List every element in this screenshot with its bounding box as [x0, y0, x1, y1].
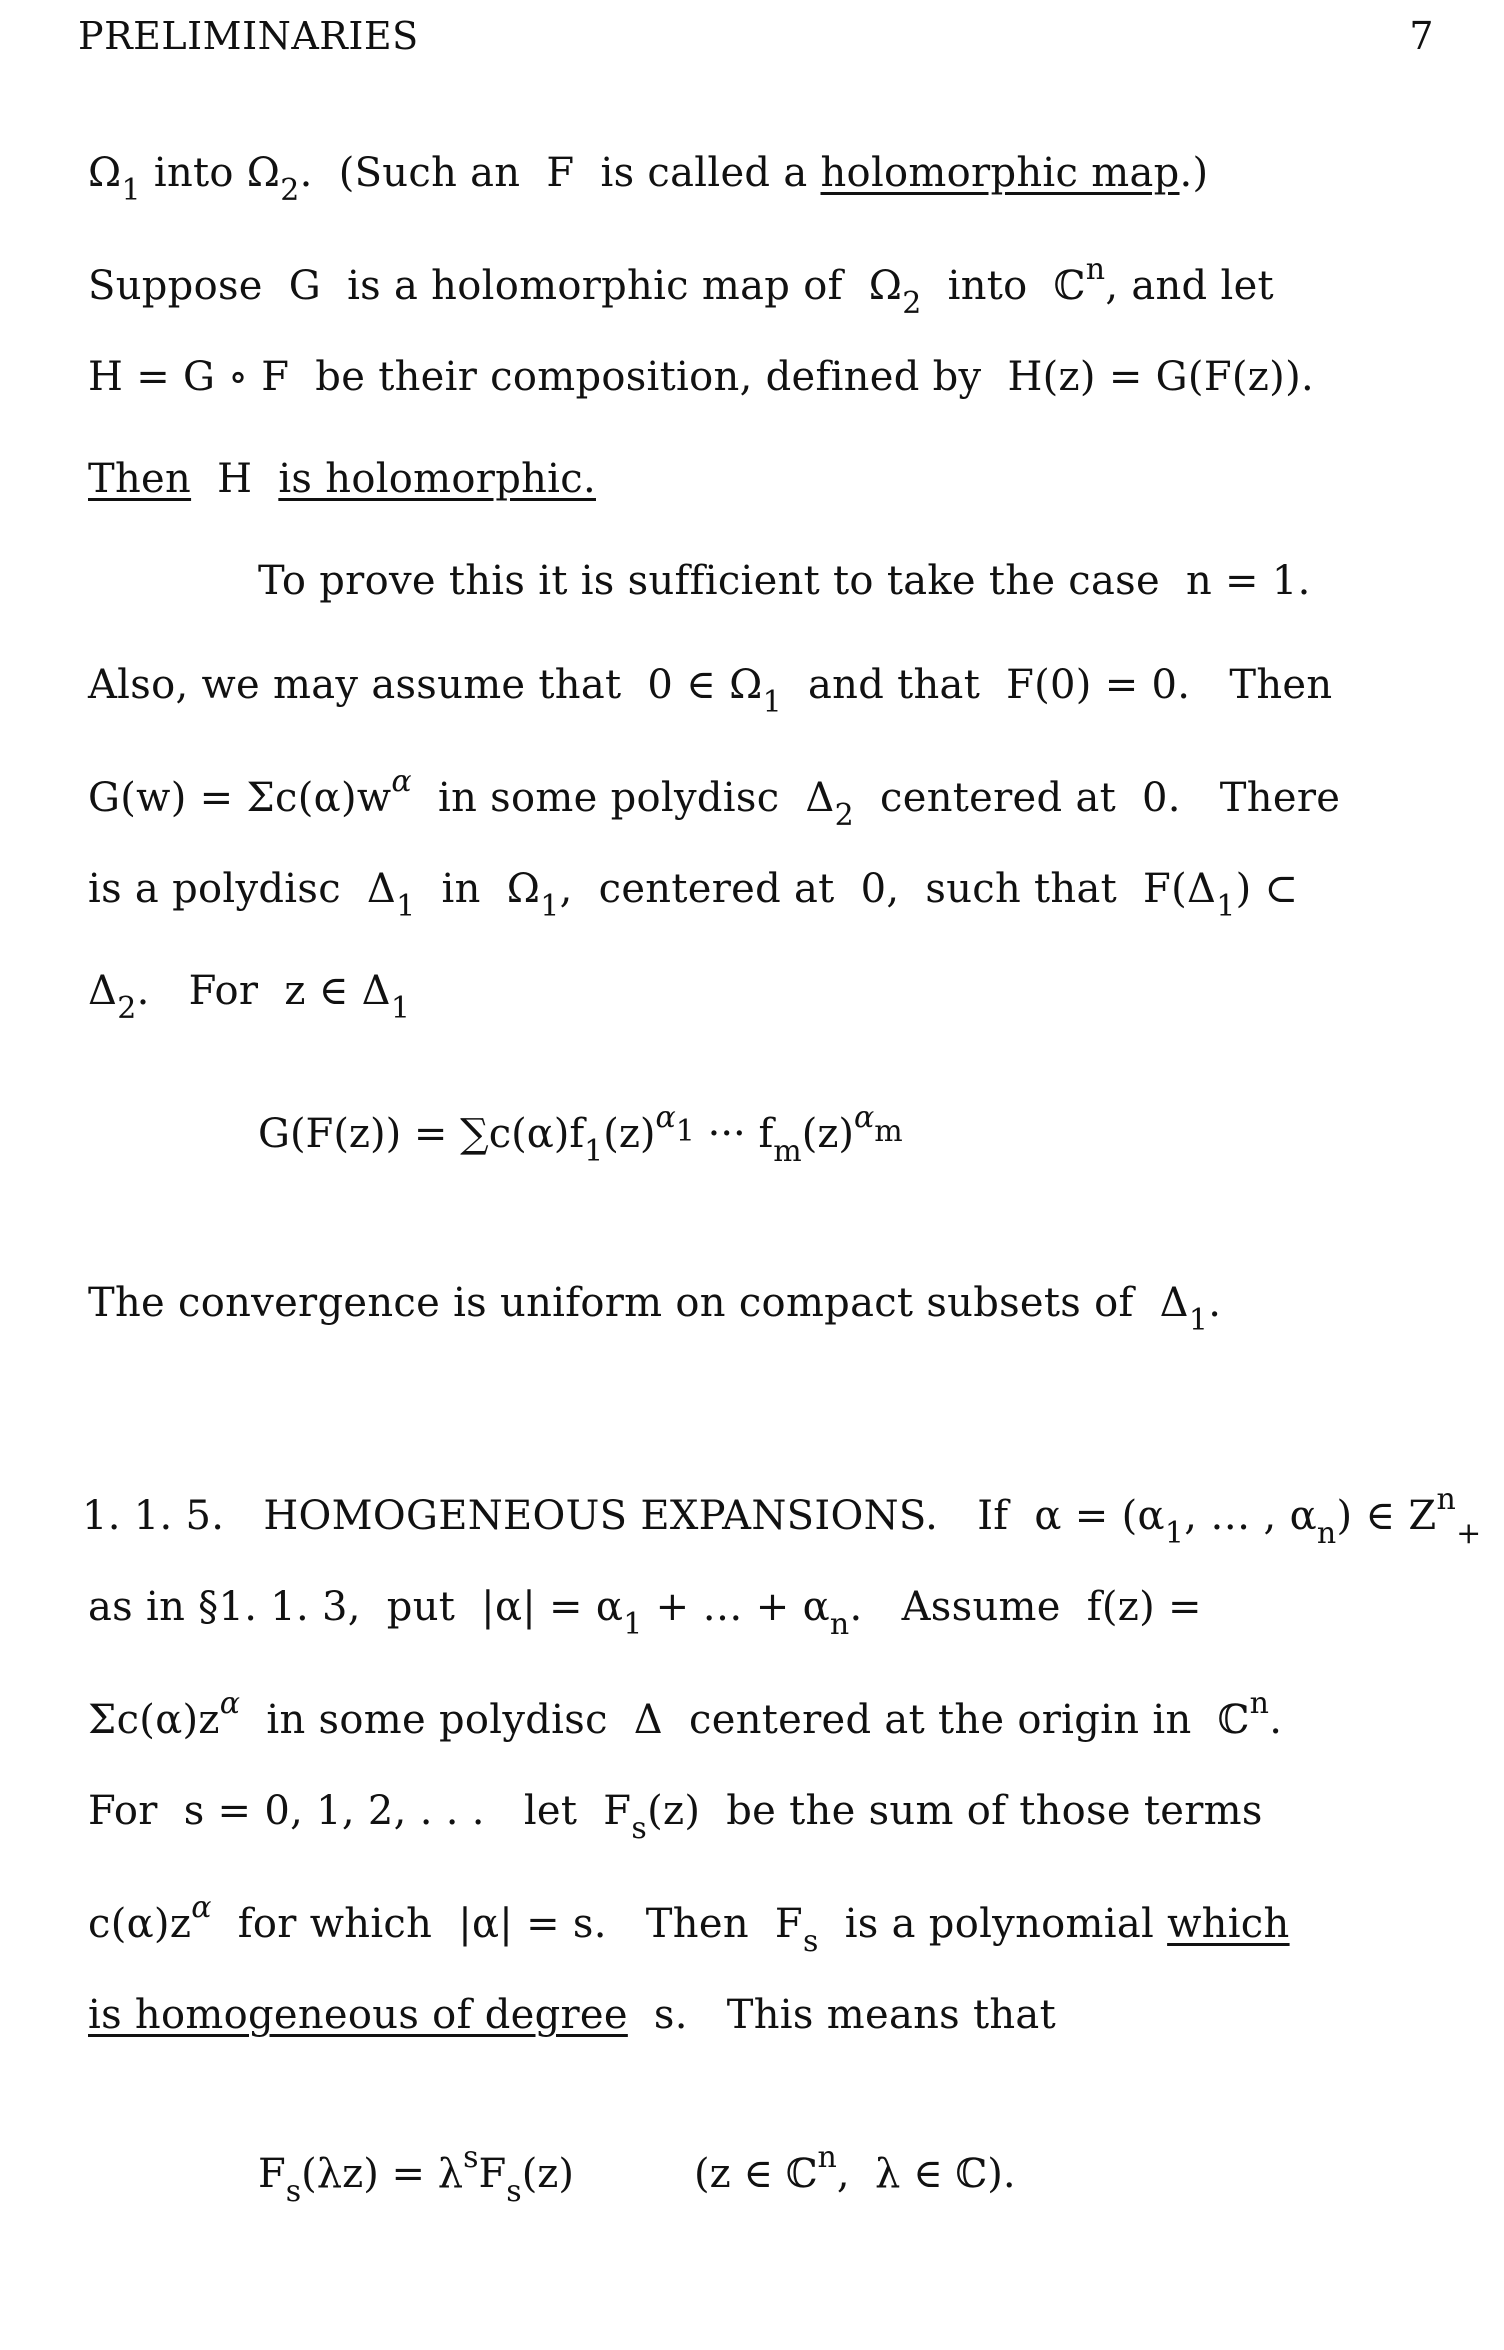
text-line-6: Also, we may assume that 0 ∈ $\Omega_1$ and that F(0) = 0. Then	[88, 662, 1333, 720]
text-line-1: $\Omega_1$ into $\Omega_2$. (Such an F is called a holomorphic map.)	[88, 150, 1209, 208]
text-line-14: For s = 0, 1, 2, . . . let $F_s(z)$ be the sum of those terms	[88, 1788, 1263, 1846]
page-number: 7	[1409, 14, 1434, 58]
equation-composition: $G(F(z)) = \sum c(\alpha)f_1(z)^{\alpha_1}$ ··· $f_m(z)^{\alpha_m}$	[258, 1100, 903, 1169]
term-holomorphic-map: holomorphic map	[820, 150, 1180, 196]
text-line-15: $c(\alpha)z^\alpha$ for which |α| = s. Then $F_s$ is a polynomial which	[88, 1890, 1290, 1959]
text-line-12: as in §1. 1. 3, put $|\alpha| = \alpha_1$ + … + $\alpha_n$. Assume f(z) =	[88, 1584, 1202, 1642]
text-line-9: $\Delta_2$. For z ∈ $\Delta_1$	[88, 968, 411, 1026]
text-line-10: The convergence is uniform on compact subsets of $\Delta_1$.	[88, 1280, 1222, 1338]
equation-homogeneity: $F_s(\lambda z) = \lambda^sF_s(z)$ (z ∈ ℂ$^n$, λ ∈ ℂ).	[258, 2140, 1016, 2209]
text-line-4: Then H is holomorphic.	[88, 456, 596, 502]
term-homogeneous: is homogeneous of degree	[88, 1992, 628, 2038]
text-line-7: $G(w) = \Sigma c(\alpha)w^\alpha$ in some polydisc $\Delta_2$ centered at 0. There	[88, 764, 1341, 833]
text-line-16: is homogeneous of degree s. This means that	[88, 1992, 1056, 2038]
section-heading-line: 1. 1. 5. HOMOGENEOUS EXPANSIONS. If $\alpha = (\alpha_1$, … , $\alpha_n$) ∈ $Z^n_+$	[82, 1482, 1482, 1551]
text-line-2: Suppose G is a holomorphic map of $\Omega_2$ into ℂ$^n$, and let	[88, 252, 1274, 321]
text-line-13: $\Sigma c(\alpha)z^\alpha$ in some polydisc Δ centered at the origin in ℂ$^n$.	[88, 1686, 1283, 1743]
running-header	[78, 14, 1434, 64]
chapter-title: PRELIMINARIES	[78, 14, 419, 58]
text-line-5: To prove this it is sufficient to take the case n = 1.	[258, 558, 1311, 604]
text-line-8: is a polydisc $\Delta_1$ in $\Omega_1$, centered at 0, such that $F(\Delta_1)$ ⊂	[88, 866, 1299, 924]
text-line-3: H = G ∘ F be their composition, defined by H(z) = G(F(z)).	[88, 354, 1314, 400]
